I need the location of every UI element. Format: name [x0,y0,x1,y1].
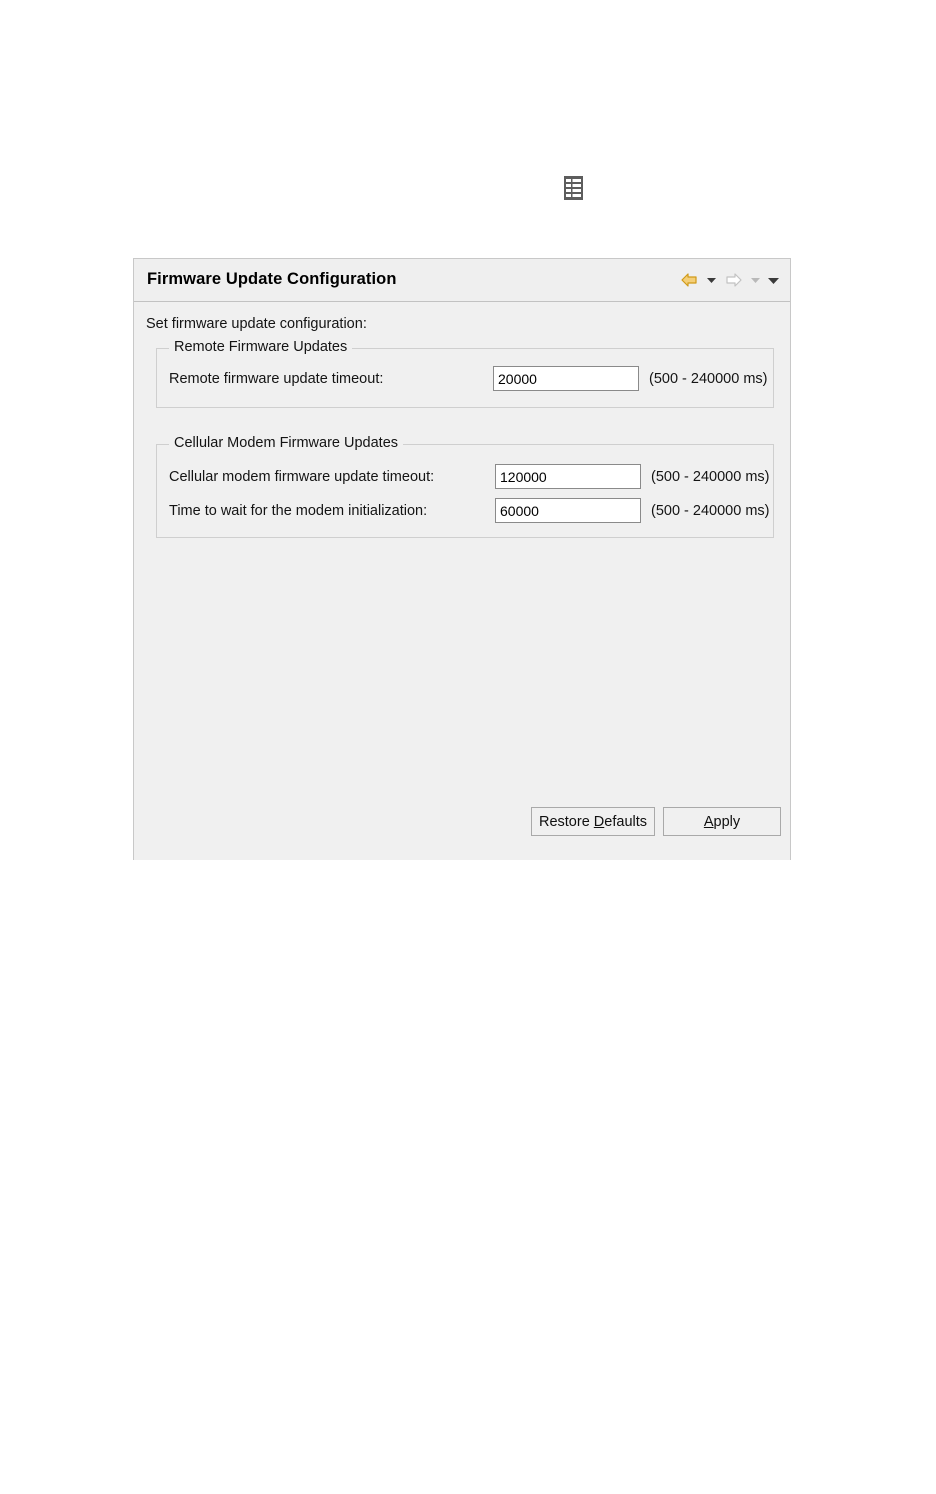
modem-initialization-wait-input[interactable] [495,498,641,523]
cellular-modem-firmware-update-timeout-input[interactable] [495,464,641,489]
forward-history-chevron-down-icon[interactable] [748,269,762,291]
group-legend: Remote Firmware Updates [169,339,352,355]
group-cellular-modem-firmware-updates [156,435,774,538]
view-menu-chevron-down-icon[interactable] [766,269,780,291]
back-history-chevron-down-icon[interactable] [704,269,718,291]
restore-defaults-label: Restore Defaults [538,813,648,830]
page-title: Firmware Update Configuration [147,270,397,288]
cellular-modem-firmware-update-timeout-label: Cellular modem firmware update timeout: [169,469,435,485]
group-remote-firmware-updates [156,339,774,408]
remote-firmware-update-timeout-label: Remote firmware update timeout: [169,371,384,387]
cellular-modem-firmware-update-timeout-hint: (500 - 240000 ms) [651,469,770,485]
group-legend: Cellular Modem Firmware Updates [169,435,403,451]
modem-initialization-wait-label: Time to wait for the modem initialization: [169,503,428,519]
forward-arrow-icon[interactable] [722,269,744,291]
panel-header [134,259,790,302]
remote-firmware-update-timeout-hint: (500 - 240000 ms) [649,371,768,387]
back-arrow-icon[interactable] [678,269,700,291]
apply-label: Apply [703,813,741,830]
modem-initialization-wait-hint: (500 - 240000 ms) [651,503,770,519]
panel-body [134,302,790,860]
intro-text: Set firmware update configuration: [146,316,367,332]
panel-header-toolbar [678,269,780,291]
apply-button[interactable] [663,807,781,836]
restore-defaults-button[interactable] [531,807,655,836]
remote-firmware-update-timeout-input[interactable] [493,366,639,391]
properties-document-icon [560,173,590,203]
preferences-panel [133,258,791,860]
